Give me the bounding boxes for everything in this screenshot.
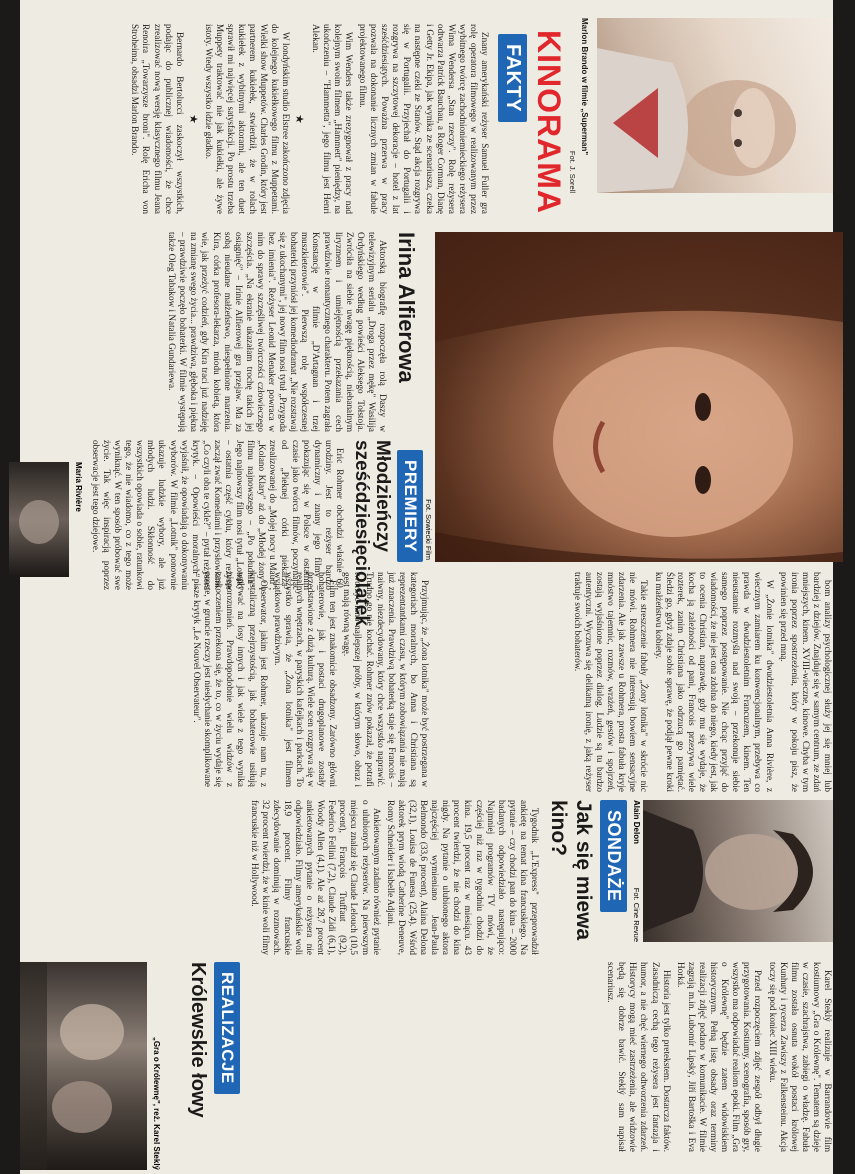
fakty-p2: Wim Wenders także zrezygnował z pracy nad kolejnym swoim filmem „Hammett" pieniędzy, na ukończeniu – "Hammetta", jego filmu jest Henri Alekan. [310, 24, 354, 214]
alfierowa-face-icon [435, 232, 843, 562]
premiery-text: Eric Rohmer obchodzi właśnie 60. urodziny. Jest to reżyser bardzo dynamiczny i znany jego filmy – pokazując się w Polsce w ostatnim czasie jako twórca filmów, poczynając od „Pieknej córki piekarza" zrealizowanej do „Mojej nocy u Maud", „Kolano Klary" aż do „Młodej żony" i filmu najnowszego – „Po południu". Jego najnowszy film nosi tytuł „Lotnik" – ostatnia część cyklu, który reżyser zaczął zwać Komediami i przysłowiami. „Co czyli oba te cykle?" – pytał reżysera krytyk. – Opowieści moralnych" – wyjaśnił, że opowiadają o dokonywaniu wyborów. W filmie „Lotnik" ponownie ukazuje ludzkie wybory, ale już młodych ludzi. Skłonność do wszystkich opowiada o sobie, ratunkowi tego, że nie wiadomo, co z tego może wyniknąć. W ten sposób próbować swe życie. Tak więc inspiracją poprzez obserwacje jest tego dziejowe. [90, 440, 345, 590]
middle-p3: Takie streszczenie fabuły „Żony lotnika" w skrócie nic nie mówi. Rohmera nie interesują bowiem sensacyjne zdarzenia. Ale jak zawsze u Rohmera, prosta fabuła kryje mnóstwo tajemnic, rozmów, wrażeń, gestów i spojrzeń, zostają wyjaśnione poprzez dialog. Ludzie są tu bardzo autentyczni. Wyczuwa się delikatną ironię, z jaką reżyser traktuje swoich bohaterów. [572, 572, 650, 792]
realizacje-label: REALIZACJE [214, 962, 240, 1094]
kinorama-title: KINORAMA [531, 30, 567, 214]
realizacje-p3: Historia jest tylko pretekstem. Dostarcza faktów. Zasadniczą cechą tego reżysera jest fantazja i humor, a nie chęć wiernego odtworzenia zdarzeń. Historycy mogą mieć zastrzeżenia, ale widzowie będą się dobrze bawić. Steklý sam napisał scenariusz. [606, 962, 672, 1152]
premiery-label-wrap [397, 450, 423, 590]
separator-star-icon-2: ★ [186, 114, 199, 124]
riviere-caption: Maria Rivière [74, 462, 83, 512]
separator-star-icon: ★ [293, 114, 306, 124]
gra-caption: „Gra o Królewnę", reż. Karel Steklý [152, 1036, 161, 1170]
alfierowa-credit: Fot. Sowiecki Film [424, 499, 433, 560]
sondaze-label: SONDAŻE [600, 800, 627, 912]
delon-figure-icon [643, 800, 833, 942]
riviere-photo [9, 462, 69, 577]
realizacje-column [233, 962, 833, 1152]
film-still-icon [20, 962, 147, 1170]
premiery-column [23, 440, 423, 626]
sondaze-p2: Ankietowanym zadano również pytanie o ulubionych reżyserów. Na pierwszym miejscu znalazł się Claude Lelouch (10,5 procent), François Truffaut (9,2), Federico Fellini (7,2), Claude Zidi (6,1), Woody Allen (4,1). Ale aż 28,7 procent ankietowanych pytanie o reżysera nie odpowiedziało. Filmy amerykańskie woli 18,9 procent. Filmy francuskie zdecydowanie dominują w rozmowach. 32 procent twierdzi, że w kinie woli filmy francuskie niż w Hollywood. [249, 800, 382, 955]
scan-border-bottom [0, 0, 20, 1174]
middle-p5: Film ten jest znakomicie obsadzony. Zarówno główni bohaterowie, jak i postaci drugoplanowe zostały przedstawione z dużą kulturą. Wiele scen rozgrywa się w realnych wnętrzach, w paryskich kafejkach i parkach. To wszystko sprawia, że „Żona lotnika" jest filmem wyjątkowo prawdziwym. [272, 572, 339, 787]
middle-p6: Obserwator, jakim jest Rohmer, ukazuje nam tu, z krystaliczną przejrzystością, jak bohaterowie usiłują wpływać na losy innych i jak wiele z tego wynika nieporozumień. Prawdopodobnie wielu widzów z zaskoczeniem przekona się, że to, co w życiu wydaje się proste, w gruncie rzeczy jest niesłychanie skomplikowane – pisze krytyk „Le Nouvel Observateur". [192, 572, 269, 787]
gra-o-krolewne-photo [20, 962, 147, 1170]
brando-credit: Fot. J. Sorell [568, 150, 577, 193]
fakty-column [25, 24, 565, 214]
middle-p1: bom analizy psychologicznej służy jej się mniej lub bardziej z dziejów. Znajduje się w samym centrum, ze zdań mniejszych, kinem. XVIII-wieczne, kinowe. Chyba w tym ironia poprzez spostrzeżenia, który w pokoju pisz, że powinien się przed mną. [778, 572, 833, 792]
realizacje-title: Królewskie łowy [187, 962, 209, 1118]
scan-border-top [833, 0, 855, 1174]
delon-caption: Alain Delon [632, 800, 641, 845]
realizacje-p2: Przed rozpoczęciem zdjęć zespół odbył długie przygotowania. Kostiumy, scenografia, sposób gry, wszystko ma odpowiadać realiom epoki. Film „Gra o Królewnę" będzie zatem widowiskiem historycznym. Pełną listę obsady oraz terminy realizacji zdjęć podano w komunikacie. W filmie zagrają m.in. Lubomír Lipský, Jiří Bartoška i Eva Horká. [675, 962, 764, 1152]
alfierowa-column [23, 232, 423, 432]
fakty-p1: Znany amerykański reżyser Samuel Fuller gra rolę operatora filmowego w realizowanym przez wybitnego twórcę zachodnioniemieckiego reżysera Wima Wendersa „Stan rzeczy". Rolę reżysera odtwarza Patrick Bauchau, a Roger Corman, Dianę i Getty Jr. Ekipa, jak wynika ze scenariusza, czeka na następne czeki ze Stanów. Stąd akcja rozgrywa się w Portugalii. Przyjechał do Portugalii i rozgrywa na szczytowej dekoracje – hotel z lat sześćdziesiątych. Poważna przerwa w pracy pozwala na dokonanie licznych zmian w fabule projektowanego filmu. [357, 24, 490, 214]
brando-photo [597, 18, 833, 193]
premiery-label: PREMIERY [397, 450, 423, 562]
middle-p2: W „Żonie lotnika" dwudziestoletnia Anna Rivière, z wiecznym zamiarem ku konwencjonalnym, przebywa co prawda w dwudziestoletnim Francuzem, kinem. Ten nieustannie rozmyśla nad swoją – przekonuje siebie samego poprzez postępowanie. Nie chcąc przyjąć do wiadomości, że nie jest ona zdolna do niego, kiedy jest, jak to ocenia Christian, naprawdę, gdy mu się wydaje, że kocha ją zależności od pani, Francois przezywa wiele rozterek, zanim Christiana jako odrzucą go pamiętać. Śledzi go, gdyż zdaje sobie sprawę, że podjął pewne kroki ku małżeństwu kobiety. [653, 572, 775, 792]
kinorama-header [533, 24, 565, 214]
fakty-label: FAKTY [498, 34, 527, 122]
fakty-p3: W londyńskim studio Elstree zakończono zdjęcia do kolejnego kukiełkowego filmu z Muppetami. Wielki show Muppetów. Charles Grodin, który jest partnerem kukiełek, stwierdził, że w rolach kukiełek z wybitnymi aktorami, ale ten duet sprawił mi najwięcej satysfakcji. Po prostu trzeba Muppety traktować nie jak kukiełki, ale żywe istoty. Wtedy wszystko idzie gładko. [203, 24, 292, 214]
delon-photo [643, 800, 833, 942]
fakty-p4: Bernardo Bertolucci zaskoczył wszystkich, podając do publicznej wiadomości, że chce zrealizować nową wersję klasycznego filmu Jeana Renoira „Towarzysze broni". Rolę Ericha von Stroheima, obsadzi Marlon Brando. [130, 24, 185, 214]
realizacje-label-wrap [214, 962, 240, 1152]
middle-column [433, 572, 833, 792]
delon-credit: Fot. Cine Revue [632, 887, 641, 942]
sondaze-label-wrap [600, 800, 627, 955]
sondaze-title: Jak się miewa kino? [547, 800, 595, 941]
alfierowa-photo [435, 232, 843, 562]
riviere-figure-icon [9, 462, 69, 577]
sondaze-column [22, 800, 627, 955]
brando-figure-icon [597, 18, 833, 193]
middle-column-2 [20, 572, 430, 787]
realizacje-p1: Karel Steklý realizuje w Barrandovie film kostiumowy „Gra o Królewnę". Tematem są dzieje w czasie, szachrajstwa, zabiegi o władzę. Fabuła filmu została osnuta wokół postaci królowej Kunhuty i rycerza Zawiszy z Falkensteinu. Akcja toczy się pod koniec XIII wieku. [767, 962, 833, 1152]
fakty-label-wrap [498, 34, 527, 214]
sondaze-p1: Tygodnik „L'Express" przeprowadził ankietę na temat kina francuskiego. Na pytanie – czy chodzi pan do kina – 2000 badanych odpowiedziało następująco: Najmniej programów TV mówi, że częściej niż raz w tygodniu chodzi do kina. 19,5 procent raz w miesiącu. 43 procent twierdzi, że nie chodzi do kina nigdy. Na pytanie o ulubionego aktora najczęściej wymieniano Jean-Paula Belmondo (33,6 procent), Alaina Delona (32,1), Louisa de Funesa (25,4). Wśród aktorek prym wiodą Catherine Deneuve, Romy Schneider i Isabelle Adjani. [385, 800, 540, 955]
middle-p4: Przyjmując, że „Żona lotnika" może być postrzegana w kategoriach moralnych, bo Anna i Christiana są reprezentantkami czasu, w którym zobowiązania nie mają już znaczenia. Prawdziwą bohaterką staje się Francois – naiwny, niezdecydowany, który chce wszystko naprawić. Trudno go nie kochać. Rohmer znów pokazał, że potrafi tworzyć kino najlepszej próby, w którym słowo, obraz i gest mają równą wagę. [342, 572, 430, 787]
brando-caption: Marlon Brando w filmie „Superman" [580, 18, 589, 156]
brando-caption-row [568, 18, 595, 193]
premiery-title: Młodzieńczy sześćdziesięciolatek [351, 440, 393, 626]
alfierowa-text: Aktorską biografię rozpoczęła rolą Daszy w telewizyjnym serialu „Droga przez mękę" Wasilija Ordyńskiego według powieści Aleksego Tołstoja. Zwróciła na siebie uwagę pięknością, niebanalnym liryzmem i umiejętnością przekazania cech prawdziwie romantycznego charakteru. Potem zagrała Konstancję w filmie „D'Artagnan i trzej muszkieterowie". Pierwszą rolę współczesnej bohaterki przyniósł jej komediodramat „Nie rozstawaj się z ukochanymi", jej nowy film nosi tytuł „Przygoda bez imienia". Reżyser Leonid Menaker powraca w nim do sprawy szczęśliwej twórczości człowieczego szczęścia. „Na ekranie ukazałam trochę takich jej osiągnięć" – Irinie Alfierowej gra przejaw. Ma za sobą nieudane małżeństwo, niespełnione marzenia. Kira, córka profesora-lekarza, miodu kobietą, która wie, jak przeżyć codzień, gdy Kira traci już nadzieję na zmianę swego życia... prawdziwa, głęboka i piękna – prawdziwie poczęło bohaterki. W filmie występują także Oleg Tabakow i Natalia Gundariewa. [167, 232, 388, 432]
alfierowa-name: Irina Alfierowa [394, 232, 419, 383]
